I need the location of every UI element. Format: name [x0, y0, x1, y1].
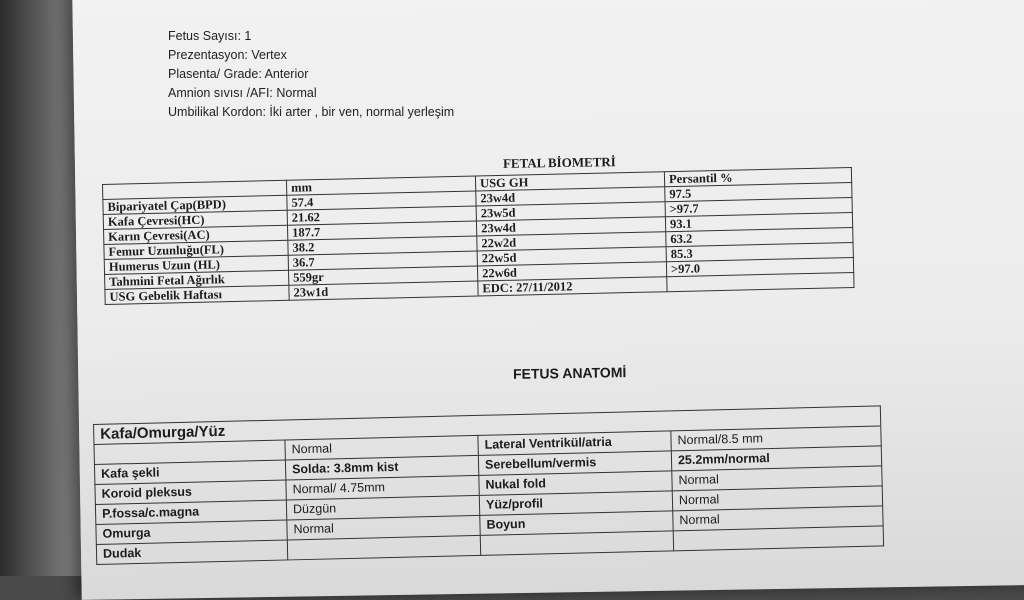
section-heading: Kafa/Omurga/Yüz: [94, 406, 881, 445]
cell: Kafa Çevresi(HC): [103, 210, 287, 229]
cell: 22w5d: [477, 247, 666, 266]
header-cell: Persantil %: [664, 167, 851, 186]
cell: Karın Çevresi(AC): [104, 225, 288, 244]
cell: Normal/8.5 mm: [671, 426, 881, 451]
cell: Omurga: [96, 520, 287, 544]
cell: 36.7: [288, 251, 477, 270]
cell: 93.1: [665, 212, 852, 231]
cell: 187.7: [287, 221, 476, 240]
cell: 23w4d: [476, 187, 665, 206]
cell: 23w4d: [476, 217, 665, 236]
cell: 97.5: [665, 182, 852, 201]
cell: Humerus Uzun (HL): [104, 255, 288, 274]
info-line: Umbilikal Kordon: İki arter , bir ven, normal yerleşim: [168, 105, 455, 119]
patient-info: [168, 27, 454, 122]
cell: 63.2: [666, 227, 853, 246]
info-line: Fetus Sayısı: 1: [168, 29, 252, 43]
info-line: Prezentasyon: Vertex: [168, 48, 287, 62]
cell: Normal: [672, 486, 882, 511]
cell: Normal/ 4.75mm: [286, 475, 479, 500]
cell: 22w2d: [477, 232, 666, 251]
cell: 22w6d: [477, 262, 666, 281]
cell: Normal: [673, 506, 883, 531]
cell: 23w1d: [289, 281, 478, 300]
anatomy-title: FETUS ANATOMİ: [512, 364, 627, 382]
cell: Boyun: [480, 511, 673, 536]
cell: 21.62: [287, 206, 476, 225]
cell: 38.2: [288, 236, 477, 255]
cell: 559gr: [289, 266, 478, 285]
cell: 57.4: [287, 191, 476, 210]
cell: Yüz/profil: [479, 491, 672, 516]
cell: Femur Uzunluğu(FL): [104, 240, 288, 259]
cell: Normal: [672, 466, 882, 491]
cell: Koroid pleksus: [95, 480, 286, 504]
cell: USG Gebelik Haftası: [105, 285, 289, 304]
info-line: Plasenta/ Grade: Anterior: [168, 67, 309, 81]
cell: Lateral Ventrikül/atria: [478, 431, 671, 456]
cell: >97.0: [666, 257, 853, 276]
cell: Dudak: [96, 540, 287, 564]
cell: [673, 526, 883, 551]
cell: 85.3: [666, 242, 853, 261]
cell: Normal: [285, 435, 478, 460]
info-line: Amnion sıvısı /AFI: Normal: [168, 86, 317, 100]
cell: Solda: 3.8mm kist: [285, 455, 478, 480]
cell: [287, 535, 480, 560]
cell: Serebellum/vermis: [478, 451, 671, 476]
cell: >97.7: [665, 197, 852, 216]
cell: Nukal fold: [479, 471, 672, 496]
cell: Normal: [287, 515, 480, 540]
biometry-table: [102, 167, 855, 305]
biometry-title: FETAL BİOMETRİ: [502, 154, 616, 171]
cell: EDC: 27/11/2012: [478, 277, 667, 296]
anatomy-table: [93, 405, 884, 565]
cell: 25.2mm/normal: [671, 446, 881, 471]
cell: [480, 531, 673, 556]
cell: Bipariyatel Çap(BPD): [103, 195, 287, 214]
cell: 23w5d: [476, 202, 665, 221]
cell: Tahmini Fetal Ağırlık: [105, 270, 289, 289]
header-cell: mm: [286, 176, 475, 195]
header-cell: USG GH: [475, 172, 664, 191]
cell: Düzgün: [286, 495, 479, 520]
cell: P.fossa/c.magna: [95, 500, 286, 524]
cell: Kafa şekli: [94, 460, 285, 484]
